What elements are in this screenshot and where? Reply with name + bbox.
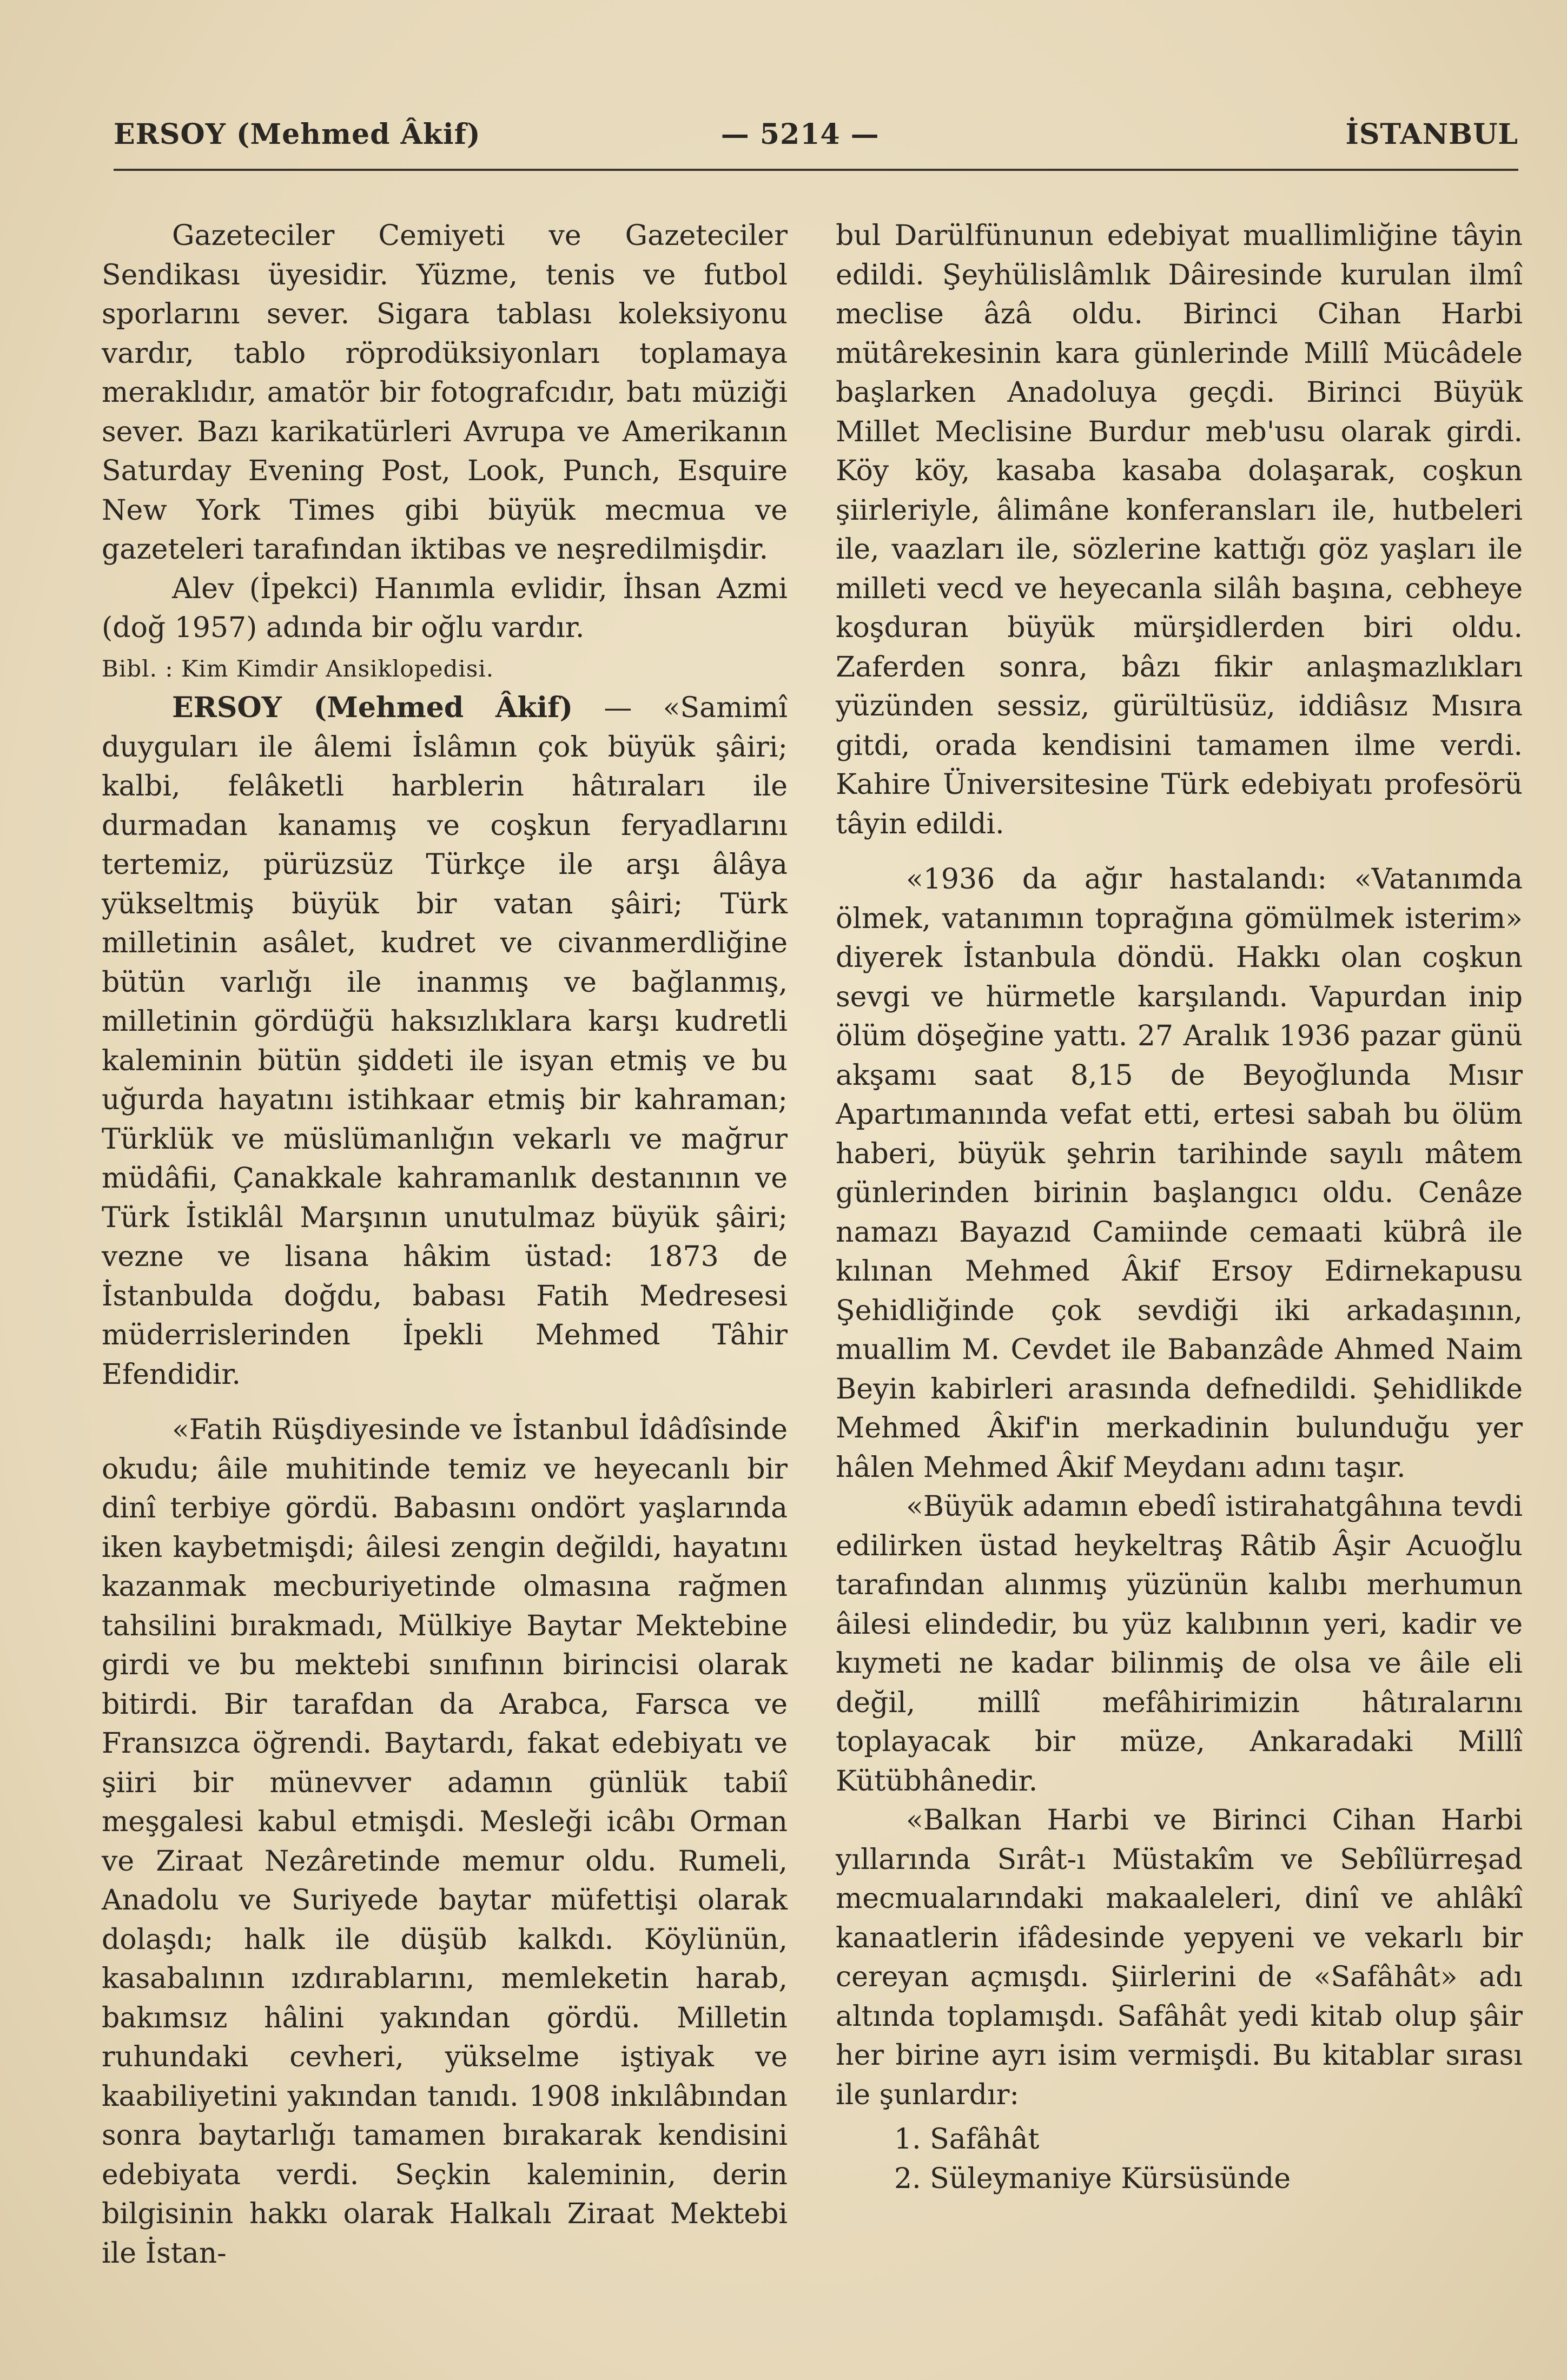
entry-title: ERSOY (Mehmed Âkif) xyxy=(172,691,573,724)
page-header xyxy=(114,118,1518,156)
paragraph: «Fatih Rüşdiyesinde ve İstanbul İdâdîsinde okudu; âile muhitinde temiz ve heyecanlı bir dinî terbiye gördü. Babasını ondört yaşlarında iken kaybetmişdi; âilesi zengin değildi, hayatını kazanmak mecburiyetinde olmasına rağmen tahsilini bırakmadı, Mülkiye Baytar Mektebine girdi ve bu mektebi sınıfının birincisi olarak bitirdi. Bir tarafdan da Arabca, Farsca ve Fransızca öğrendi. Baytardı, fakat edebiyatı ve şiiri bir münevver adamın günlük tabiî meşgalesi kabul etmişdi. Mesleği icâbı Orman ve Ziraat Nezâretinde memur oldu. Rumeli, Anadolu ve Suriyede baytar müfettişi olarak dolaşdı; halk ile düşüb kalkdı. Köylünün, kasabalının ızdırablarını, memleketin harab, bakımsız hâlini yakından gördü. Milletin ruhundaki cevheri, yükselme iştiyak ve kaabiliyetini yakından tanıdı. 1908 inkılâbından sonra baytarlığı tamamen bırakarak kendisini edebiyata verdi. Seçkin kaleminin, derin bilgisinin hakkı olarak Halkalı Ziraat Mektebi ile İstan- xyxy=(102,1414,788,2270)
header-page-number: — 5214 — xyxy=(720,118,880,151)
paragraph: Gazeteciler Cemiyeti ve Gazeteciler Sendikası üyesidir. Yüzme, tenis ve futbol sporlarını sever. Sigara tablası koleksiyonu vardır, tablo röprodüksiyonları toplamaya meraklıdır, amatör bir fotografcıdır, batı müziği sever. Bazı karikatürleri Avrupa ve Amerikanın Saturday Evening Post, Look, Punch, Esquire New York Times gibi büyük mecmua ve gazeteleri tarafından iktibas ve neşredilmişdir. xyxy=(102,220,788,566)
paragraph: bul Darülfünunun edebiyat muallimliğine tâyin edildi. Şeyhülislâmlık Dâiresinde kurulan ilmî meclise âzâ oldu. Birinci Cihan Harbi mütârekesinin kara günlerinde Millî Mücâdele başlarken Anadoluya geçdi. Birinci Büyük Millet Meclisine Burdur meb'usu olarak girdi. Köy köy, kasaba kasaba dolaşarak, coşkun şiirleriyle, âlimâne konferansları ile, hutbeleri ile, vaazları ile, sözlerine kattığı göz yaşları ile milleti vecd ve heyecanla silâh başına, cebheye koşduran büyük mürşidlerden biri oldu. Zaferden sonra, bâzı fikir anlaşmazlıkları yüzünden sessiz, gürültüsüz, iddiâsız Mısıra gitdi, orada kendisini tamamen ilme verdi. Kahire Üniversitesine Türk edebiyatı profesörü tâyin edildi. xyxy=(836,220,1523,840)
bibliography: Bibl. : Kim Kimdir Ansiklopedisi. xyxy=(102,655,494,682)
entry-paragraph xyxy=(102,688,788,1394)
header-rule xyxy=(114,169,1518,171)
header-volume-title: İSTANBUL xyxy=(1345,118,1518,151)
list-item: 1. Safâhât xyxy=(894,2123,1040,2156)
paragraph: «1936 da ağır hastalandı: «Vatanımda ölmek, vatanımın toprağına gömülmek isterim» diyerek İstanbula döndü. Hakkı olan coşkun sevgi ve hürmetle karşılandı. Vapurdan inip ölüm döşeğine yattı. 27 Aralık 1936 pazar günü akşamı saat 8,15 de Beyoğlunda Mısır Apartımanında vefat etti, ertesi sabah bu ölüm haberi, büyük şehrin tarihinde sayılı mâtem günlerinden birinin başlangıcı oldu. Cenâze namazı Bayazıd Camiinde cemaati kübrâ ile kılınan Mehmed Âkif Ersoy Edirnekapusu Şehidliğinde çok sevdiği iki arkadaşının, muallim M. Cevdet ile Babanzâde Ahmed Naim Beyin kabirleri arasında defnedildi. Şehidlikde Mehmed Âkif'in merkadinin bulunduğu yer hâlen Mehmed Âkif Meydanı adını taşır. xyxy=(836,863,1523,1484)
paragraph: «Büyük adamın ebedî istirahatgâhına tevdi edilirken üstad heykeltraş Râtib Âşir Acuoğlu tarafından alınmış yüzünün kalıbı merhumun âilesi elindedir, bu yüz kalıbının yeri, kadir ve kıymeti ne kadar bilinmiş de olsa ve âile eli değil, millî mefâhirimizin hâtıralarını toplayacak bir müze, Ankaradaki Millî Kütübhânedir. xyxy=(836,1490,1523,1798)
header-entry-name: ERSOY (Mehmed Âkif) xyxy=(114,118,481,151)
left-column xyxy=(102,216,788,2273)
book-list xyxy=(894,2120,1523,2198)
paragraph: «Balkan Harbi ve Birinci Cihan Harbi yıllarında Sırât-ı Müstakîm ve Sebîlürreşad mecmualarındaki makaaleleri, dinî ve ahlâkî kanaatlerin ifâdesinde yepyeni ve vekarlı bir cereyan açmışdı. Şiirlerini de «Safâhât» adı altında toplamışdı. Safâhât yedi kitab olup şâir her birine ayrı isim vermişdi. Bu kitablar sırası ile şunlardır: xyxy=(836,1804,1523,2111)
right-column xyxy=(836,216,1523,2198)
paragraph: Alev (İpekci) Hanımla evlidir, İhsan Azmi (doğ 1957) adında bir oğlu vardır. xyxy=(102,572,788,644)
list-item: 2. Süleymaniye Kürsüsünde xyxy=(894,2162,1291,2195)
entry-text: — «Samimî duyguları ile âlemi İslâmın çok büyük şâiri; kalbi, felâketli harblerin hâtıraları ile durmadan kanamış ve coşkun feryadlarını tertemiz, pürüzsüz Türkçe ile arşı âlâya yükseltmiş büyük bir vatan şâiri; Türk milletinin asâlet, kudret ve civanmerdliğine bütün varlığı ile inanmış ve bağlanmış, milletinin gördüğü haksızlıklara karşı kudretli kaleminin bütün şiddeti ile isyan etmiş ve bu uğurda hayatını istihkaar etmiş bir kahraman; Türklük ve müslümanlığın vekarlı ve mağrur müdâfii, Çanakkale kahramanlık destanının ve Türk İstiklâl Marşının unutulmaz büyük şâiri; vezne ve lisana hâkim üstad: 1873 de İstanbulda doğdu, babası Fatih Medresesi müderrislerinden İpekli Mehmed Tâhir Efendidir. xyxy=(102,692,788,1391)
